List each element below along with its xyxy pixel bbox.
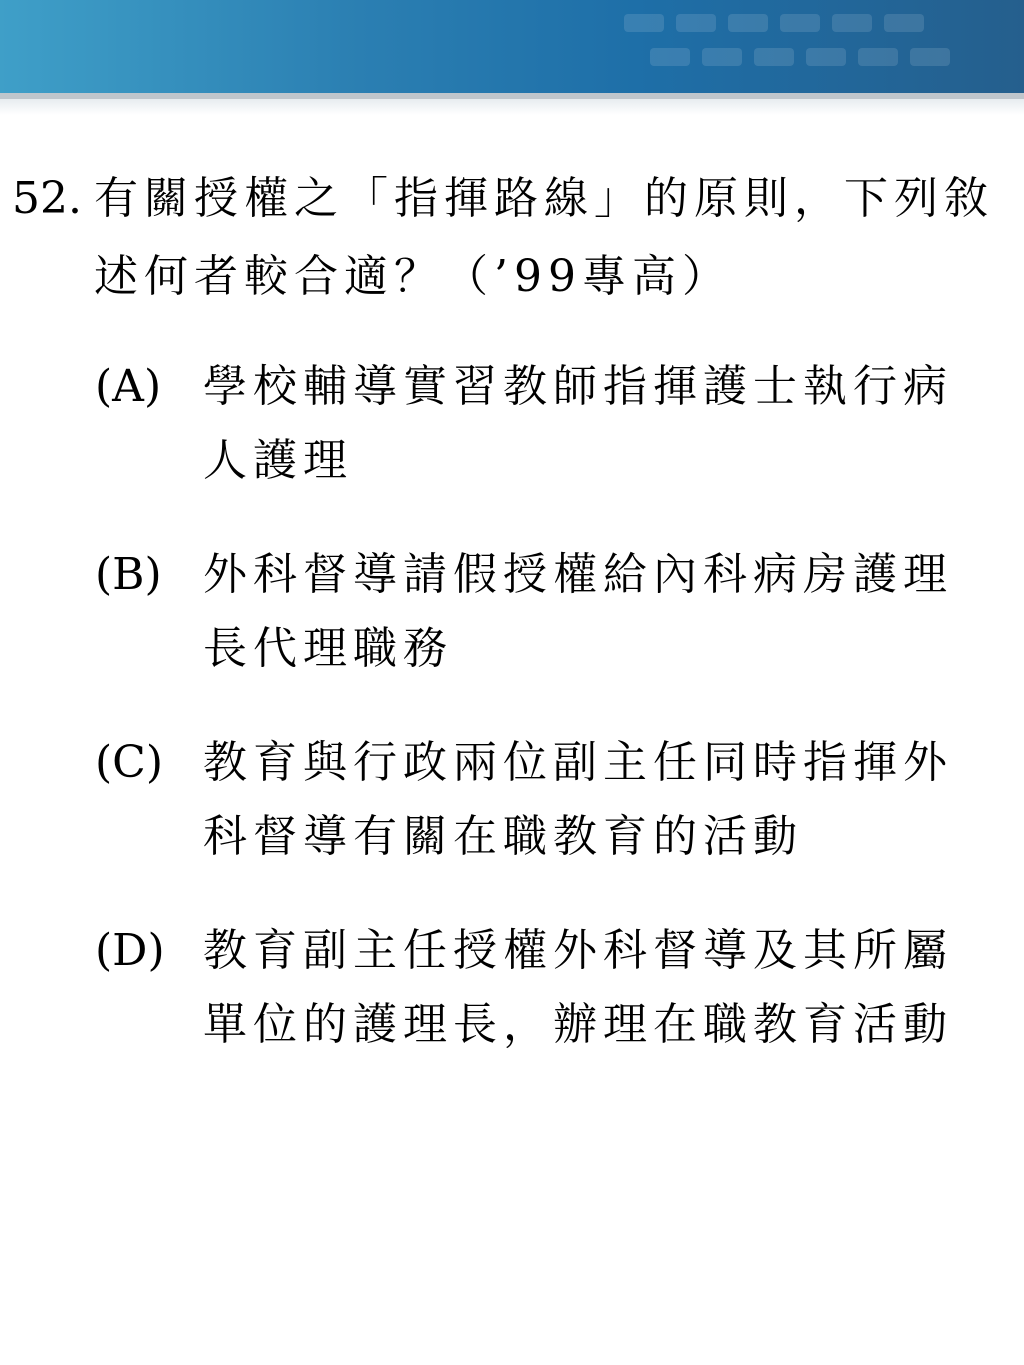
option-text: 外科督導請假授權給內科病房護理長代理職務 [203, 549, 953, 674]
option-label: (D) [95, 925, 165, 976]
answer-option-b [95, 538, 995, 686]
option-text: 教育副主任授權外科督導及其所屬單位的護理長，辦理在職教育活動 [203, 925, 953, 1050]
option-text: 學校輔導實習教師指揮護士執行病人護理 [203, 361, 953, 486]
header-shadow [0, 99, 1024, 115]
question-number: 52. [12, 173, 82, 224]
question-row [12, 160, 1002, 316]
answer-option-d [95, 914, 995, 1062]
header-banner [0, 0, 1024, 93]
header-decoration [624, 6, 984, 86]
option-label: (B) [95, 549, 162, 600]
question-block [12, 160, 1002, 316]
option-label: (C) [95, 737, 163, 788]
answer-option-a [95, 350, 995, 498]
answer-option-c [95, 726, 995, 874]
option-text: 教育與行政兩位副主任同時指揮外科督導有關在職教育的活動 [203, 737, 953, 862]
option-label: (A) [95, 361, 162, 412]
question-text: 有關授權之「指揮路線」的原則，下列敘述何者較合適？（’99專高） [94, 173, 994, 302]
